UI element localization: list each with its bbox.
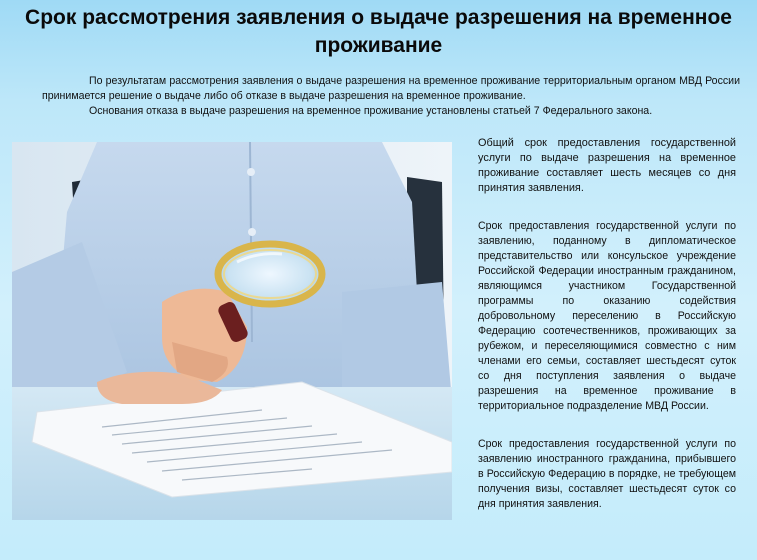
page-title: Срок рассмотрения заявления о выдаче разрешения на временное проживание bbox=[25, 6, 732, 57]
info-paragraph-2: Срок предоставления государственной услуги по заявлению, поданному в дипломатическое представительство или консульское учреждение Российской Федерации иностранным гражданином, являющимся участником Государственной программы по оказанию содействия добровольному переселению в Российскую Федерацию соотечественников, проживающих за рубежом, и переселяющимися совместно с ним членами его семьи, составляет шестьдесят суток со дня поступления заявления о выдаче разрешения на временное проживание в территориальное подразделение МВД России. bbox=[478, 220, 736, 412]
intro-text bbox=[42, 74, 740, 119]
info-paragraph-1: Общий срок предоставления государственной услуги по выдаче разрешения на временное проживание составляет шесть месяцев со дня принятия заявления. bbox=[478, 137, 736, 194]
magnifier-document-illustration bbox=[12, 142, 452, 520]
illustration-photo bbox=[12, 142, 452, 520]
info-column bbox=[478, 136, 736, 535]
info-paragraph-3: Срок предоставления государственной услуги по заявлению иностранного гражданина, прибывшего в Российскую Федерацию в порядке, не требующем получения визы, составляет шестьдесят суток со дня принятия заявления. bbox=[478, 438, 736, 510]
intro-paragraph-2: Основания отказа в выдаче разрешения на временное проживание установлены статьей 7 Федерального закона. bbox=[89, 105, 653, 117]
intro-paragraph-1: По результатам рассмотрения заявления о выдаче разрешения на временное проживание территориальным органом МВД России принимается решение о выдаче либо об отказе в выдаче разрешения на временное проживание. bbox=[42, 75, 740, 102]
